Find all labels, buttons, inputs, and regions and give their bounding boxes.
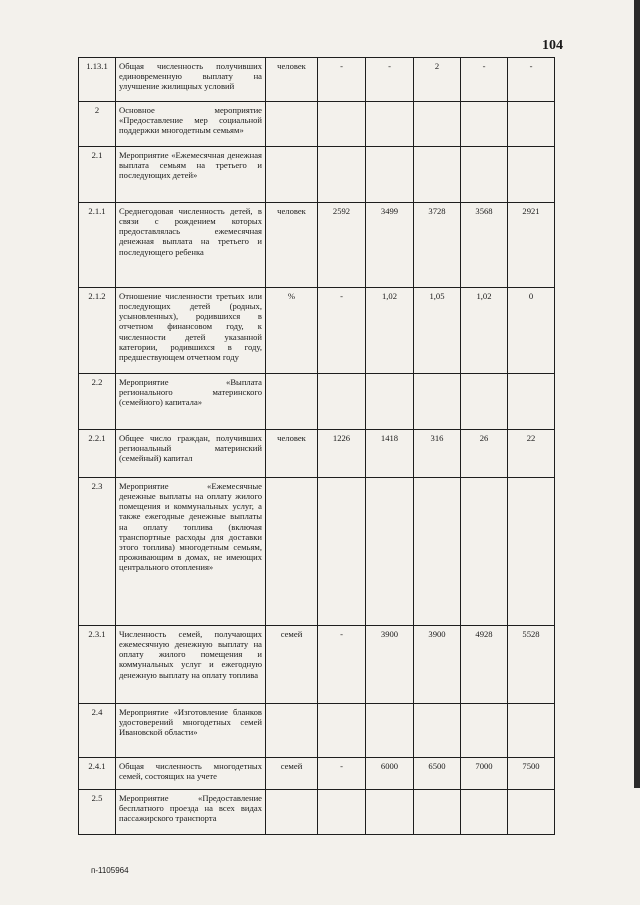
row-value: 2 [414,58,461,102]
row-unit: % [266,288,318,374]
row-value: 22 [508,430,555,478]
row-number: 2.4 [79,704,116,758]
table-row [79,102,555,147]
row-value [366,147,414,203]
row-value: 7500 [508,758,555,790]
row-value [414,704,461,758]
row-value [461,704,508,758]
row-value: - [318,626,366,704]
row-value [508,704,555,758]
row-number: 2.1 [79,147,116,203]
table-body [79,58,555,835]
row-number: 2 [79,102,116,147]
table-row [79,374,555,430]
row-value: 4928 [461,626,508,704]
row-unit [266,147,318,203]
table-row [79,147,555,203]
row-value: - [366,58,414,102]
row-value [318,704,366,758]
row-value [366,478,414,626]
scan-edge-shadow [634,0,640,905]
table-row [79,704,555,758]
page-number: 104 [542,38,563,53]
row-value: 0 [508,288,555,374]
row-value: 2592 [318,203,366,288]
row-number: 2.2 [79,374,116,430]
row-value [508,478,555,626]
row-number: 2.3.1 [79,626,116,704]
row-description: Мероприятие «Выплата регионального материнского (семейного) капитала» [116,374,266,430]
row-unit [266,478,318,626]
row-value: - [318,288,366,374]
row-value [414,147,461,203]
row-unit [266,374,318,430]
row-value: 3900 [414,626,461,704]
row-description: Мероприятие «Ежемесячная денежная выплата семьям на третьего и последующих детей» [116,147,266,203]
row-value: 1,02 [366,288,414,374]
row-description: Среднегодовая численность детей, в связи с рождением которых предоставлялась ежемесячная денежная выплата на третьего и последующего ребенка [116,203,266,288]
row-description: Общая численность многодетных семей, состоящих на учете [116,758,266,790]
row-value [414,102,461,147]
row-value: - [508,58,555,102]
row-value: 3728 [414,203,461,288]
table-row [79,430,555,478]
row-number: 2.2.1 [79,430,116,478]
row-value: 1226 [318,430,366,478]
row-value: 1,05 [414,288,461,374]
row-value: 1418 [366,430,414,478]
row-value [461,790,508,835]
row-value: 6500 [414,758,461,790]
row-value: 3568 [461,203,508,288]
table-row [79,58,555,102]
row-value: - [318,58,366,102]
row-value [318,478,366,626]
row-description: Мероприятие «Ежемесячные денежные выплаты на оплату жилого помещения и коммунальных услуг, а также ежегодные денежные выплаты на оплату топлива (включая транспортные расходы для доставки этого топлива) многодетным семьям, проживающим в домах, не имеющих центрального отопления» [116,478,266,626]
row-value [461,374,508,430]
row-value [508,102,555,147]
row-value [461,478,508,626]
row-value [366,102,414,147]
row-unit: семей [266,758,318,790]
row-value: 7000 [461,758,508,790]
row-value: - [461,58,508,102]
row-number: 2.3 [79,478,116,626]
row-value [318,147,366,203]
row-value [508,374,555,430]
row-unit: семей [266,626,318,704]
row-description: Мероприятие «Изготовление бланков удостоверений многодетных семей Ивановской области» [116,704,266,758]
row-description: Общее число граждан, получивших региональный материнский (семейный) капитал [116,430,266,478]
row-unit: человек [266,58,318,102]
table-row [79,758,555,790]
indicators-table [78,57,555,835]
row-value [318,102,366,147]
row-description: Численность семей, получающих ежемесячную денежную выплату на оплату жилого помещения и коммунальных услуг и ежегодную денежную выплату на оплату топлива [116,626,266,704]
row-value [414,374,461,430]
row-value [366,374,414,430]
row-number: 2.5 [79,790,116,835]
table-row [79,790,555,835]
row-value [318,790,366,835]
row-value: 316 [414,430,461,478]
row-number: 2.1.1 [79,203,116,288]
row-value: 3900 [366,626,414,704]
row-description: Общая численность получивших единовременную выплату на улучшение жилищных условий [116,58,266,102]
row-unit [266,102,318,147]
row-value [461,102,508,147]
row-number: 2.4.1 [79,758,116,790]
row-unit [266,704,318,758]
row-value: 3499 [366,203,414,288]
footer-code: п-1105964 [91,866,129,875]
row-description: Отношение численности третьих или последующих детей (родных, усыновленных), родившихся в отчетном финансовом году, к численности детей указанной категории, родившихся в году, предшествующем отчетном году [116,288,266,374]
row-value [318,374,366,430]
row-value: - [318,758,366,790]
row-number: 2.1.2 [79,288,116,374]
row-description: Основное мероприятие «Предоставление мер социальной поддержки многодетным семьям» [116,102,266,147]
scan-edge-gap [634,788,640,905]
row-value [366,704,414,758]
table-row [79,478,555,626]
row-value: 5528 [508,626,555,704]
row-value: 2921 [508,203,555,288]
row-value [461,147,508,203]
row-value [414,790,461,835]
row-value [414,478,461,626]
row-unit: человек [266,430,318,478]
table-row [79,288,555,374]
row-value [508,790,555,835]
row-value: 1,02 [461,288,508,374]
row-unit [266,790,318,835]
row-number: 1.13.1 [79,58,116,102]
table-row [79,626,555,704]
table-row [79,203,555,288]
row-value: 6000 [366,758,414,790]
row-description: Мероприятие «Предоставление бесплатного проезда на всех видах пассажирского транспорта [116,790,266,835]
row-value: 26 [461,430,508,478]
row-value [508,147,555,203]
row-value [366,790,414,835]
row-unit: человек [266,203,318,288]
